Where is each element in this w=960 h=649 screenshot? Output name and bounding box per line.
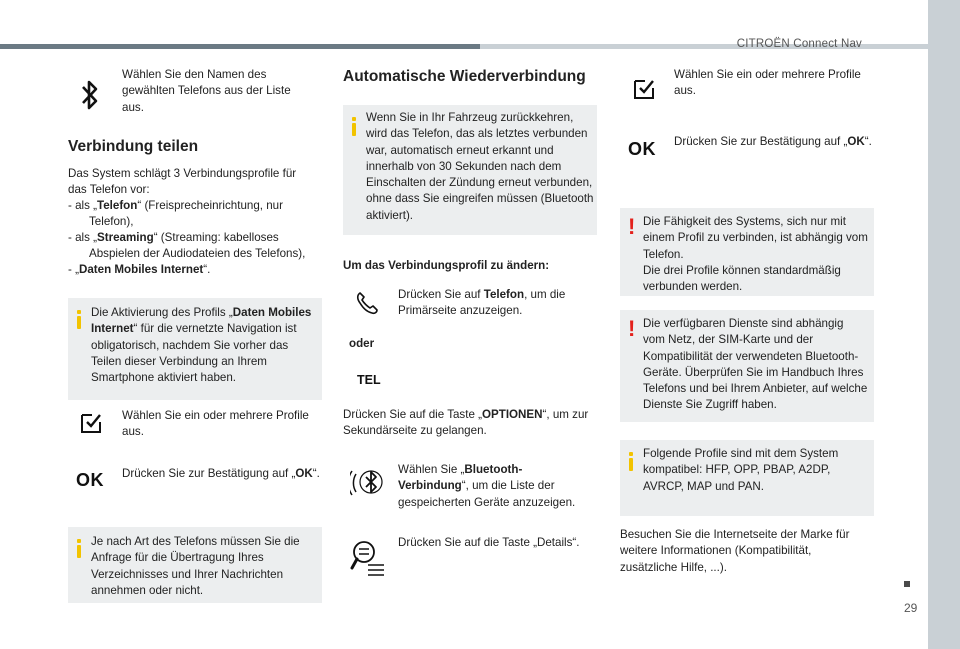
step-bluetooth-text: Wählen Sie „Bluetooth-Verbindung“, um die Liste der gespeicherten Geräte anzuzeigen. [398, 463, 576, 509]
profile-item-telefon: - als „Telefon“ (Freisprecheinrichtung, nur Telefon), [68, 199, 283, 229]
step-confirm-ok-text-2: Drücken Sie zur Bestätigung auf „OK“. [674, 135, 872, 148]
info-box-phone-type-text: Je nach Art des Telefons müssen Sie die Anfrage für die Übertragung Ihres Verzeichnisses und Ihrer Nachrichten annehmen oder nicht. [91, 535, 300, 597]
ok-button-icon: OK [628, 139, 656, 159]
warning-icon: ! [628, 316, 636, 341]
checklist-icon [80, 412, 102, 434]
website-note: Besuchen Sie die Internetseite der Marke für weitere Informationen (Kompatibilität, zusätzliche Hilfe, ...). [620, 528, 850, 574]
ok-button-icon: OK [76, 470, 104, 490]
step-confirm-ok-text: Drücken Sie zur Bestätigung auf „OK“. [122, 467, 320, 480]
step-telefon-text: Drücken Sie auf Telefon, um die Primärseite anzuzeigen. [398, 288, 566, 318]
bluetooth-icon [80, 78, 100, 112]
warning-box-services-text: Die verfügbaren Dienste sind abhängig vom Netz, der SIM-Karte und der Kompatibilität der verwendeten Bluetooth-Geräte. Überprüfen Sie im Handbuch Ihres Telefons und bei Ihrem Anbieter, auf welche Dienste Sie Zugriff haben. [643, 317, 868, 412]
step-details-text: Drücken Sie auf die Taste „Details“. [398, 536, 580, 549]
info-box-compatible-profiles-text: Folgende Profile sind mit dem System kompatibel: HFP, OPP, PBAP, A2DP, AVRCP, MAP und PAN. [643, 447, 839, 493]
info-box-compatible-profiles [620, 440, 874, 516]
info-box-phone-type [68, 527, 322, 603]
warning-box-profile [620, 208, 874, 296]
tel-button-icon: TEL [357, 373, 381, 387]
oder-label: oder [349, 337, 375, 350]
header-rule-dark [0, 44, 480, 49]
step-options-text: Drücken Sie auf die Taste „OPTIONEN“, um zur Sekundärseite zu gelangen. [343, 408, 589, 438]
heading-share-connection: Verbindung teilen [68, 138, 199, 155]
step-select-phone-text: Wählen Sie den Namen des gewählten Telefons aus der Liste aus. [122, 68, 291, 114]
heading-auto-reconnect: Automatische Wiederverbindung [343, 68, 586, 85]
info-box-daten [68, 298, 322, 400]
subheading-change-profile: Um das Verbindungsprofil zu ändern: [343, 259, 550, 272]
page-number: 29 [904, 601, 918, 615]
bluetooth-connection-icon [350, 464, 388, 502]
checklist-icon [633, 78, 655, 100]
phone-handset-icon [354, 290, 380, 316]
info-box-auto-reconnect-text: Wenn Sie in Ihr Fahrzeug zurückkehren, wird das Telefon, das als letztes verbunden war, automatisch erneut erkannt und innerhalb von 30 Sekunden nach dem Einschalten der Zündung erneut verbunden, ohne dass Sie eingreifen müssen (Bluetooth aktiviert). [366, 111, 594, 222]
profile-item-streaming: - als „Streaming“ (Streaming: kabelloses Abspielen der Audiodateien des Telefons), [68, 231, 306, 261]
info-box-auto-reconnect [343, 105, 597, 235]
end-marker [904, 581, 910, 587]
details-icon [350, 538, 386, 578]
page-edge-bar [928, 0, 960, 649]
warning-box-profile-text: Die Fähigkeit des Systems, sich nur mit einem Profil zu verbinden, ist abhängig vom Telefon. Die drei Profile können standardmäßig verbunden werden. [643, 215, 868, 294]
profiles-intro: Das System schlägt 3 Verbindungsprofile für das Telefon vor: [68, 167, 297, 197]
step-select-profiles-text: Wählen Sie ein oder mehrere Profile aus. [122, 409, 309, 439]
warning-icon: ! [628, 214, 636, 239]
step-select-profiles-text-2: Wählen Sie ein oder mehrere Profile aus. [674, 68, 861, 98]
warning-box-services [620, 310, 874, 422]
info-box-daten-text: Die Aktivierung des Profils „Daten Mobiles Internet“ für die vernetzte Navigation ist obligatorisch, nachdem Sie vorher das Teilen dieser Verbindung an Ihrem Smartphone aktiviert haben. [91, 306, 312, 385]
profile-item-daten: - „Daten Mobiles Internet“. [68, 263, 211, 276]
brand-header: CITROËN Connect Nav [736, 38, 862, 50]
